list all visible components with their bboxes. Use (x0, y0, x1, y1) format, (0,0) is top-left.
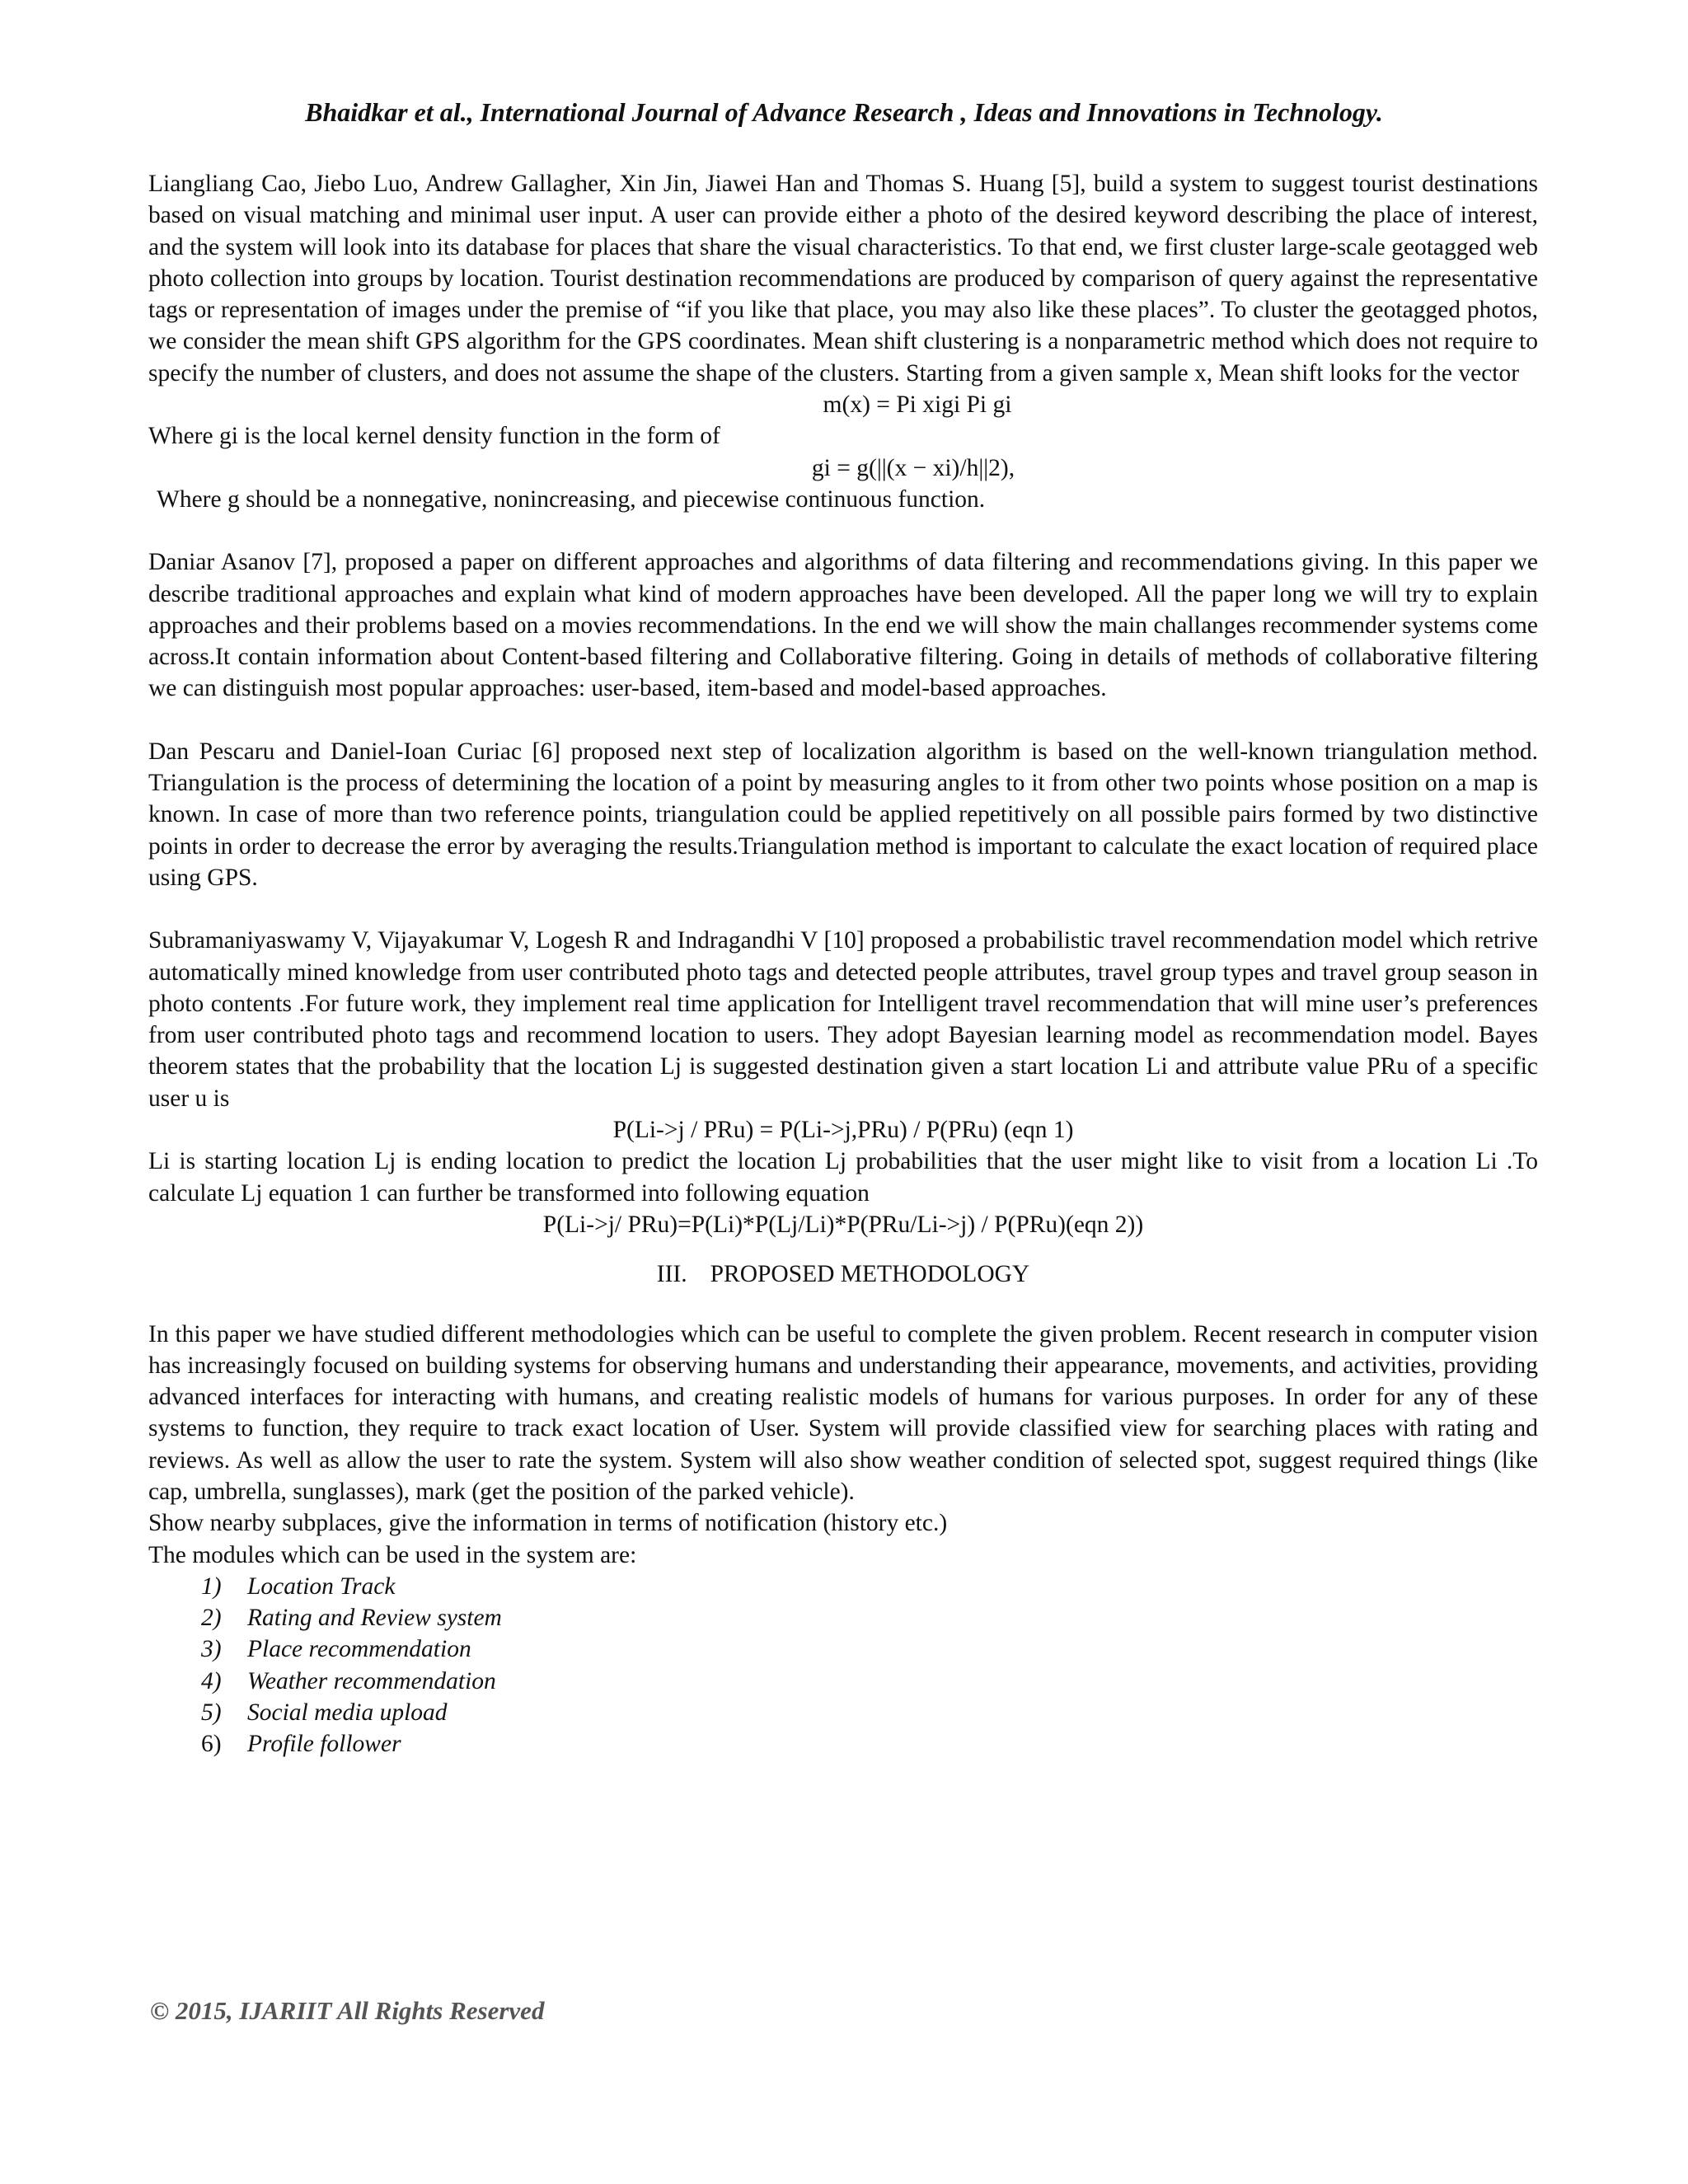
paragraph-methodology: In this paper we have studied different methodologies which can be useful to complete the given problem. Recent research in computer vision has increasingly focused on building systems for observing humans and understanding their appearance, movements, and activities, providing advanced interfaces for interacting with humans, and creating realistic models of humans for various purposes. In order for any of these systems to function, they require to track exact location of User. System will provide classified view for searching places with rating and reviews. As well as allow the user to rate the system. System will also show weather condition of selected spot, suggest required things (like cap, umbrella, sunglasses), mark (get the position of the parked vehicle). (148, 1320, 1538, 1505)
list-label: Weather recommendation (247, 1667, 496, 1694)
paragraph-cao: Liangliang Cao, Jiebo Luo, Andrew Gallagher, Xin Jin, Jiawei Han and Thomas S. Huang [5], build a system to suggest tourist destinations based on visual matching and minimal user input. A user can provide either a photo of the desired keyword describing the place of interest, and the system will look into its database for places that share the visual characteristics. To that end, we first cluster large-scale geotagged web photo collection into groups by location. Tourist destination recommendations are produced by comparison of query against the representative tags or representation of images under the premise of “if you like that place, you may also like these places”. To cluster the geotagged photos, we consider the mean shift GPS algorithm for the GPS coordinates. Mean shift clustering is a nonparametric method which does not require to specify the number of clusters, and does not assume the shape of the clusters. Starting from a given sample x, Mean shift looks for the vector (148, 171, 1538, 387)
list-item (201, 1666, 1538, 1697)
list-item (201, 1728, 1538, 1760)
list-item (201, 1697, 1538, 1728)
page-body (148, 168, 1538, 1760)
paragraph-subplaces: Show nearby subplaces, give the information in terms of notification (history etc.) (148, 1510, 948, 1537)
list-number: 4) (201, 1667, 222, 1694)
list-number: 5) (201, 1699, 222, 1727)
section-heading (148, 1258, 1538, 1290)
paragraph-asanov: Daniar Asanov [7], proposed a paper on different approaches and algorithms of data filtering and recommendations giving. In this paper we describe traditional approaches and explain what kind of modern approaches have been developed. All the paper long we will try to explain approaches and their problems based on a movies recommendations. In the end we will show the main challanges recommender systems come across.It contain information about Content-based filtering and Collaborative filtering. Going in details of methods of collaborative filtering we can distinguish most popular approaches: user-based, item-based and model-based approaches. (148, 549, 1538, 702)
list-number: 3) (201, 1636, 222, 1663)
list-label: Rating and Review system (247, 1605, 502, 1632)
list-item (201, 1571, 1538, 1602)
paragraph-kernel-note: Where g should be a nonnegative, nonincreasing, and piecewise continuous function. (157, 485, 986, 513)
paragraph-modules-intro: The modules which can be used in the system are: (148, 1541, 637, 1568)
running-header: Bhaidkar et al., International Journal of Advance Research , Ideas and Innovations in Technology. (305, 97, 1383, 127)
list-label: Location Track (247, 1572, 396, 1600)
list-number: 2) (201, 1605, 222, 1632)
equation-bayes-1: P(Li->j / PRu) = P(Li->j,PRu) / P(PRu) (eqn 1) (612, 1117, 1074, 1144)
list-label: Social media upload (247, 1699, 448, 1727)
paragraph-subramaniyaswamy: Subramaniyaswamy V, Vijayakumar V, Logesh R and Indragandhi V [10] proposed a probabilistic travel recommendation model which retrive automatically mined knowledge from user contributed photo tags and detected people attributes, travel group types and travel group season in photo contents .For future work, they implement real time application for Intelligent travel recommendation that will mine user’s preferences from user contributed photo tags and recommend location to users. They adopt Bayesian learning model as recommendation model. Bayes theorem states that the probability that the location Lj is suggested destination given a start location Li and attribute value PRu of a specific user u is (148, 927, 1538, 1112)
paragraph-pescaru: Dan Pescaru and Daniel-Ioan Curiac [6] proposed next step of localization algorithm is based on the well-known triangulation method. Triangulation is the process of determining the location of a point by measuring angles to it from other two points whose position on a map is known. In case of more than two reference points, triangulation could be applied repetitively on all possible pairs formed by two distinctive points in order to decrease the error by averaging the results.Triangulation method is important to calculate the exact location of required place using GPS. (148, 738, 1538, 891)
paragraph-kernel-intro: Where gi is the local kernel density function in the form of (148, 423, 720, 450)
modules-list (148, 1571, 1538, 1760)
list-number: 1) (201, 1572, 222, 1600)
list-item (201, 1602, 1538, 1633)
equation-mean-shift: m(x) = Pi xigi Pi gi (823, 391, 1012, 419)
list-number: 6) (201, 1731, 222, 1758)
equation-bayes-2: P(Li->j/ PRu)=P(Li)*P(Lj/Li)*P(PRu/Li->j) / P(PRu)(eqn 2)) (542, 1211, 1144, 1238)
list-label: Place recommendation (247, 1636, 471, 1663)
section-title: PROPOSED METHODOLOGY (710, 1261, 1030, 1288)
equation-kernel: gi = g(||(x − xi)/h||2), (811, 454, 1015, 481)
list-label: Profile follower (247, 1731, 401, 1758)
list-item (201, 1633, 1538, 1665)
section-number: III. (656, 1261, 687, 1288)
paragraph-location-note: Li is starting location Lj is ending location to predict the location Lj probabilities that the user might like to visit from a location Li .To calculate Lj equation 1 can further be transformed into following equation (148, 1148, 1538, 1207)
copyright-footer: © 2015, IJARIIT All Rights Reserved (150, 1996, 545, 2025)
